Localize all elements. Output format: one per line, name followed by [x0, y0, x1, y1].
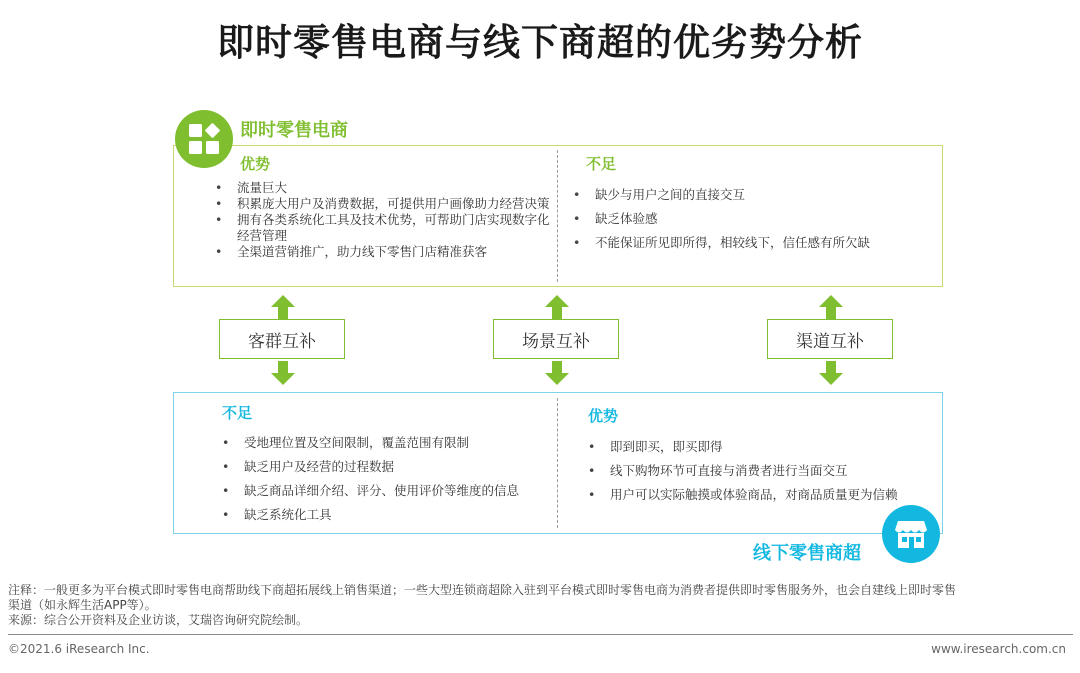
- ecommerce-advantages-list: [215, 180, 551, 260]
- supermarket-panel-divider: [557, 398, 558, 528]
- list-item: • 受地理位置及空间限制，覆盖范围有限制: [222, 434, 552, 451]
- arrow-down-icon: [271, 361, 295, 385]
- ecommerce-panel-divider: [557, 150, 558, 282]
- arrow-up-icon: [819, 295, 843, 319]
- supermarket-advantages-list: [588, 438, 928, 510]
- arrow-up-icon: [545, 295, 569, 319]
- store-icon: [882, 505, 940, 563]
- link-box-customer: 客群互补: [219, 319, 345, 359]
- app-grid-icon: [175, 110, 233, 168]
- list-item: • 不能保证所见即所得，相较线下，信任感有所欠缺: [573, 234, 928, 251]
- footnote: [8, 583, 1073, 628]
- connector-scene: [493, 295, 621, 387]
- page-title: 即时零售电商与线下商超的优劣势分析: [217, 21, 863, 64]
- list-item: • 拥有各类系统化工具及技术优势，可帮助门店实现数字化经营管理: [215, 212, 551, 244]
- ecommerce-weaknesses-heading: 不足: [586, 155, 617, 173]
- list-item: • 缺乏体验感: [573, 210, 928, 227]
- note-line: 注释：一般更多为平台模式即时零售电商帮助线下商超拓展线上销售渠道；一些大型连锁商超除入驻到平台模式即时零售电商为消费者提供即时零售服务外，也会自建线上即时零售: [8, 583, 957, 597]
- arrow-down-icon: [819, 361, 843, 385]
- supermarket-weaknesses-list: [222, 434, 552, 530]
- list-item: • 用户可以实际触摸或体验商品，对商品质量更为信赖: [588, 486, 928, 503]
- ecommerce-weaknesses-list: [573, 186, 928, 258]
- supermarket-weaknesses-heading: 不足: [222, 404, 253, 422]
- link-box-scene: 场景互补: [493, 319, 619, 359]
- footer-divider: [8, 634, 1073, 635]
- list-item: • 即到即买，即买即得: [588, 438, 928, 455]
- ecommerce-section-title: 即时零售电商: [240, 120, 348, 141]
- list-item: • 流量巨大: [215, 180, 551, 196]
- ecommerce-advantages-heading: 优势: [240, 155, 271, 173]
- list-item: • 积累庞大用户及消费数据，可提供用户画像助力经营决策: [215, 196, 551, 212]
- arrow-up-icon: [271, 295, 295, 319]
- link-box-channel: 渠道互补: [767, 319, 893, 359]
- arrow-down-icon: [545, 361, 569, 385]
- list-item: • 缺少与用户之间的直接交互: [573, 186, 928, 203]
- list-item: • 线下购物环节可直接与消费者进行当面交互: [588, 462, 928, 479]
- list-item: • 缺乏系统化工具: [222, 506, 552, 523]
- copyright: ©2021.6 iResearch Inc.: [8, 642, 150, 656]
- connector-channel: [767, 295, 895, 387]
- source-line: 来源：综合公开资料及企业访谈，艾瑞咨询研究院绘制。: [8, 613, 309, 627]
- list-item: • 缺乏商品详细介绍、评分、使用评价等维度的信息: [222, 482, 552, 499]
- note-line: 渠道（如永辉生活APP等）。: [8, 598, 157, 612]
- supermarket-section-title: 线下零售商超: [753, 543, 861, 564]
- supermarket-advantages-heading: 优势: [588, 407, 619, 425]
- list-item: • 全渠道营销推广，助力线下零售门店精准获客: [215, 244, 551, 260]
- connector-customer: [219, 295, 347, 387]
- list-item: • 缺乏用户及经营的过程数据: [222, 458, 552, 475]
- website-link[interactable]: www.iresearch.com.cn: [931, 642, 1066, 656]
